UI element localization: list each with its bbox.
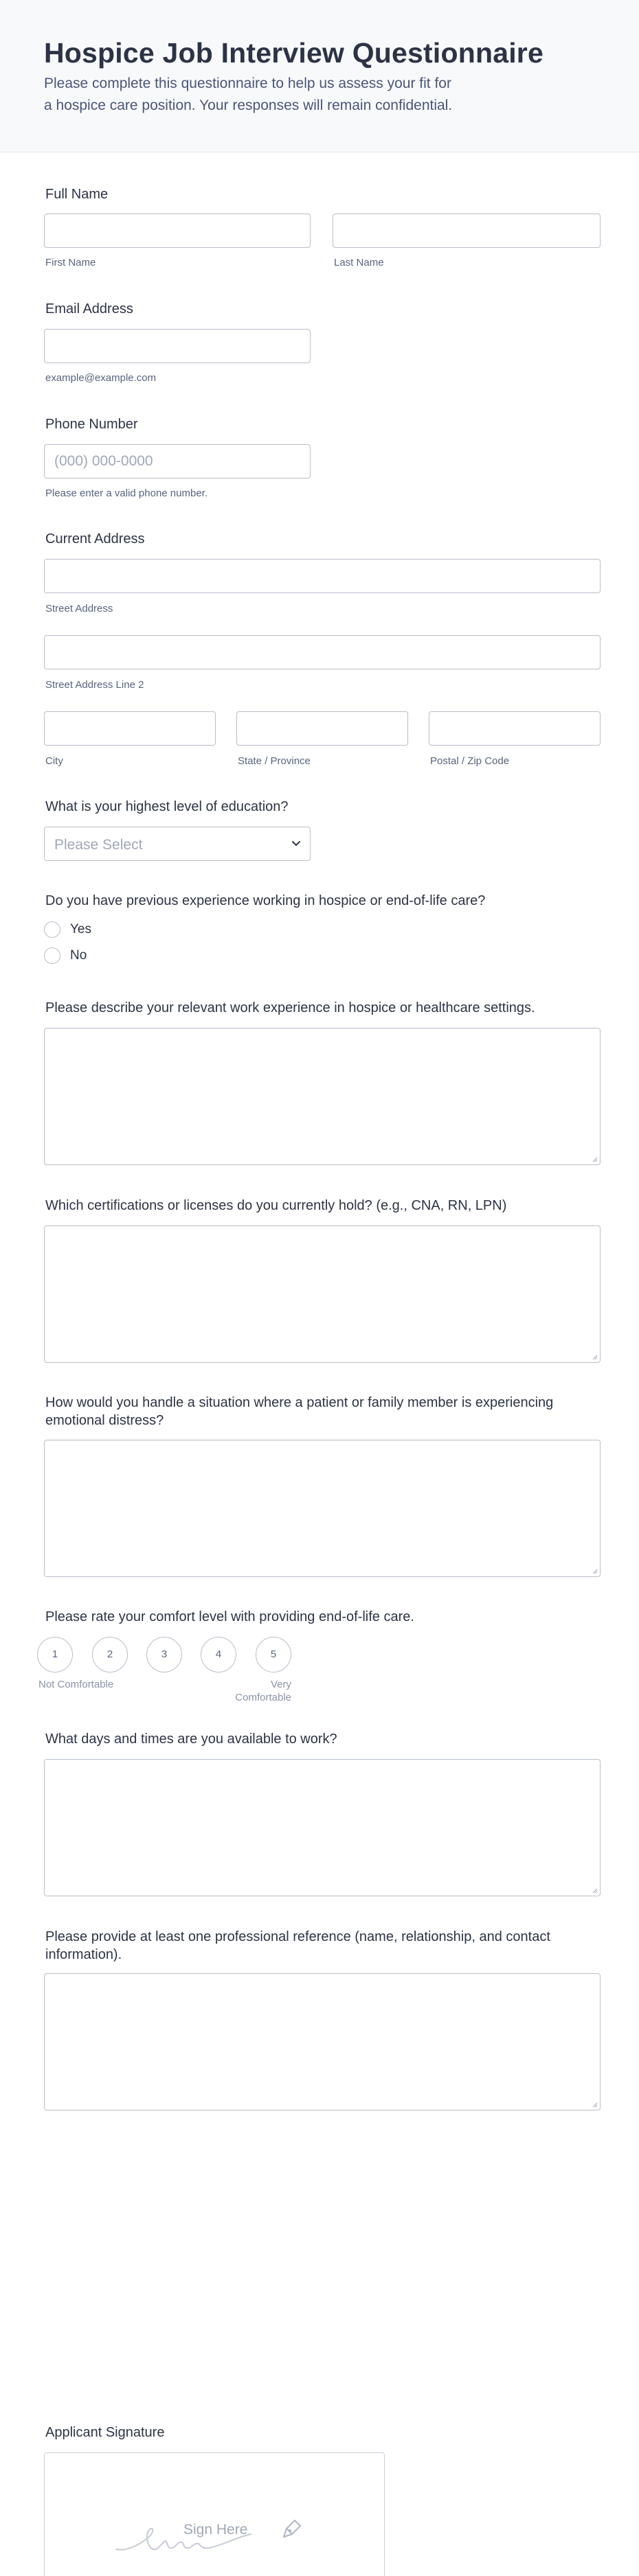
certifications-input[interactable] [45, 1226, 600, 1362]
zip-sublabel: Postal / Zip Code [430, 755, 510, 767]
last-name-field[interactable] [333, 214, 601, 248]
radio-option-yes[interactable] [44, 920, 126, 939]
resize-grip-icon[interactable] [591, 1887, 598, 1894]
rating-low-label: Not Comfortable [38, 1679, 114, 1690]
radio-label-no: No [70, 948, 87, 963]
radio-option-no[interactable] [44, 946, 126, 965]
resize-grip-icon[interactable] [591, 1353, 598, 1360]
first-name-sublabel: First Name [45, 257, 96, 268]
phone-sublabel: Please enter a valid phone number. [45, 487, 208, 499]
page-description: Please complete this questionnaire to help us assess your fit for a hospice care position. Your responses will remain confidential. [44, 76, 453, 113]
email-label: Email Address [45, 301, 133, 317]
form-header [0, 0, 639, 152]
last-name-input[interactable] [333, 214, 600, 247]
signature-label: Applicant Signature [45, 2425, 165, 2440]
street-address-sublabel: Street Address [45, 603, 113, 614]
full-name-label: Full Name [45, 187, 109, 202]
city-input[interactable] [45, 712, 215, 745]
street-address-2-field[interactable] [44, 635, 601, 669]
signature-pad[interactable] [44, 2452, 385, 2576]
work-experience-input[interactable] [45, 1028, 600, 1164]
city-field[interactable] [44, 711, 216, 746]
rating-option-2[interactable]: 2 [92, 1637, 128, 1672]
first-name-field[interactable] [44, 214, 311, 248]
city-sublabel: City [45, 755, 63, 767]
rating-high-label: Very Comfortable [235, 1679, 291, 1703]
chevron-down-icon [289, 837, 303, 851]
radio-label-yes: Yes [70, 922, 91, 936]
education-select[interactable] [44, 827, 311, 861]
reference-textarea[interactable] [44, 1973, 601, 2111]
zip-input[interactable] [429, 712, 600, 745]
rating-option-1[interactable]: 1 [37, 1637, 73, 1672]
phone-input[interactable] [45, 445, 310, 478]
zip-field[interactable] [429, 711, 601, 746]
rating-option-4[interactable]: 4 [201, 1637, 236, 1672]
rating-label: Please rate your comfort level with providing end-of-life care. [45, 1609, 414, 1624]
phone-field[interactable] [44, 444, 311, 479]
signature-placeholder: Sign Here [183, 2522, 248, 2538]
pen-icon [278, 2515, 306, 2542]
page-title: Hospice Job Interview Questionnaire [44, 37, 543, 69]
street-address-2-input[interactable] [45, 636, 600, 669]
availability-label: What days and times are you available to work? [45, 1732, 337, 1747]
state-field[interactable] [236, 711, 408, 746]
distress-input[interactable] [45, 1440, 600, 1576]
reference-label: Please provide at least one professional reference (name, relationship, and contact information). [45, 1929, 550, 1962]
email-field[interactable] [44, 329, 311, 363]
work-experience-textarea[interactable] [44, 1028, 601, 1165]
radio-circle[interactable] [44, 921, 60, 938]
state-sublabel: State / Province [238, 755, 311, 767]
certifications-label: Which certifications or licenses do you currently hold? (e.g., CNA, RN, LPN) [45, 1198, 507, 1213]
distress-textarea[interactable] [44, 1440, 601, 1577]
availability-input[interactable] [45, 1760, 600, 1896]
education-label: What is your highest level of education? [45, 799, 289, 814]
availability-textarea[interactable] [44, 1759, 601, 1896]
work-experience-label: Please describe your relevant work experience in hospice or healthcare settings. [45, 1000, 535, 1015]
phone-label: Phone Number [45, 417, 138, 432]
resize-grip-icon[interactable] [591, 1567, 598, 1574]
resize-grip-icon[interactable] [591, 2101, 598, 2108]
address-label: Current Address [45, 531, 145, 547]
education-selected-value: Please Select [54, 837, 143, 853]
street-address-2-sublabel: Street Address Line 2 [45, 679, 144, 691]
experience-label: Do you have previous experience working in hospice or end-of-life care? [45, 893, 486, 908]
rating-option-3[interactable]: 3 [146, 1637, 182, 1672]
last-name-sublabel: Last Name [334, 257, 384, 268]
email-input[interactable] [45, 330, 310, 363]
distress-label: How would you handle a situation where a patient or family member is experiencing emotional distress? [45, 1395, 554, 1428]
email-sublabel: example@example.com [45, 372, 157, 384]
first-name-input[interactable] [45, 214, 310, 247]
resize-grip-icon[interactable] [591, 1155, 598, 1162]
certifications-textarea[interactable] [44, 1226, 601, 1363]
state-input[interactable] [237, 712, 407, 745]
street-address-field[interactable] [44, 559, 601, 593]
reference-input[interactable] [45, 1974, 600, 2110]
street-address-input[interactable] [45, 560, 600, 593]
rating-option-5[interactable]: 5 [256, 1637, 291, 1672]
radio-circle[interactable] [44, 947, 60, 964]
